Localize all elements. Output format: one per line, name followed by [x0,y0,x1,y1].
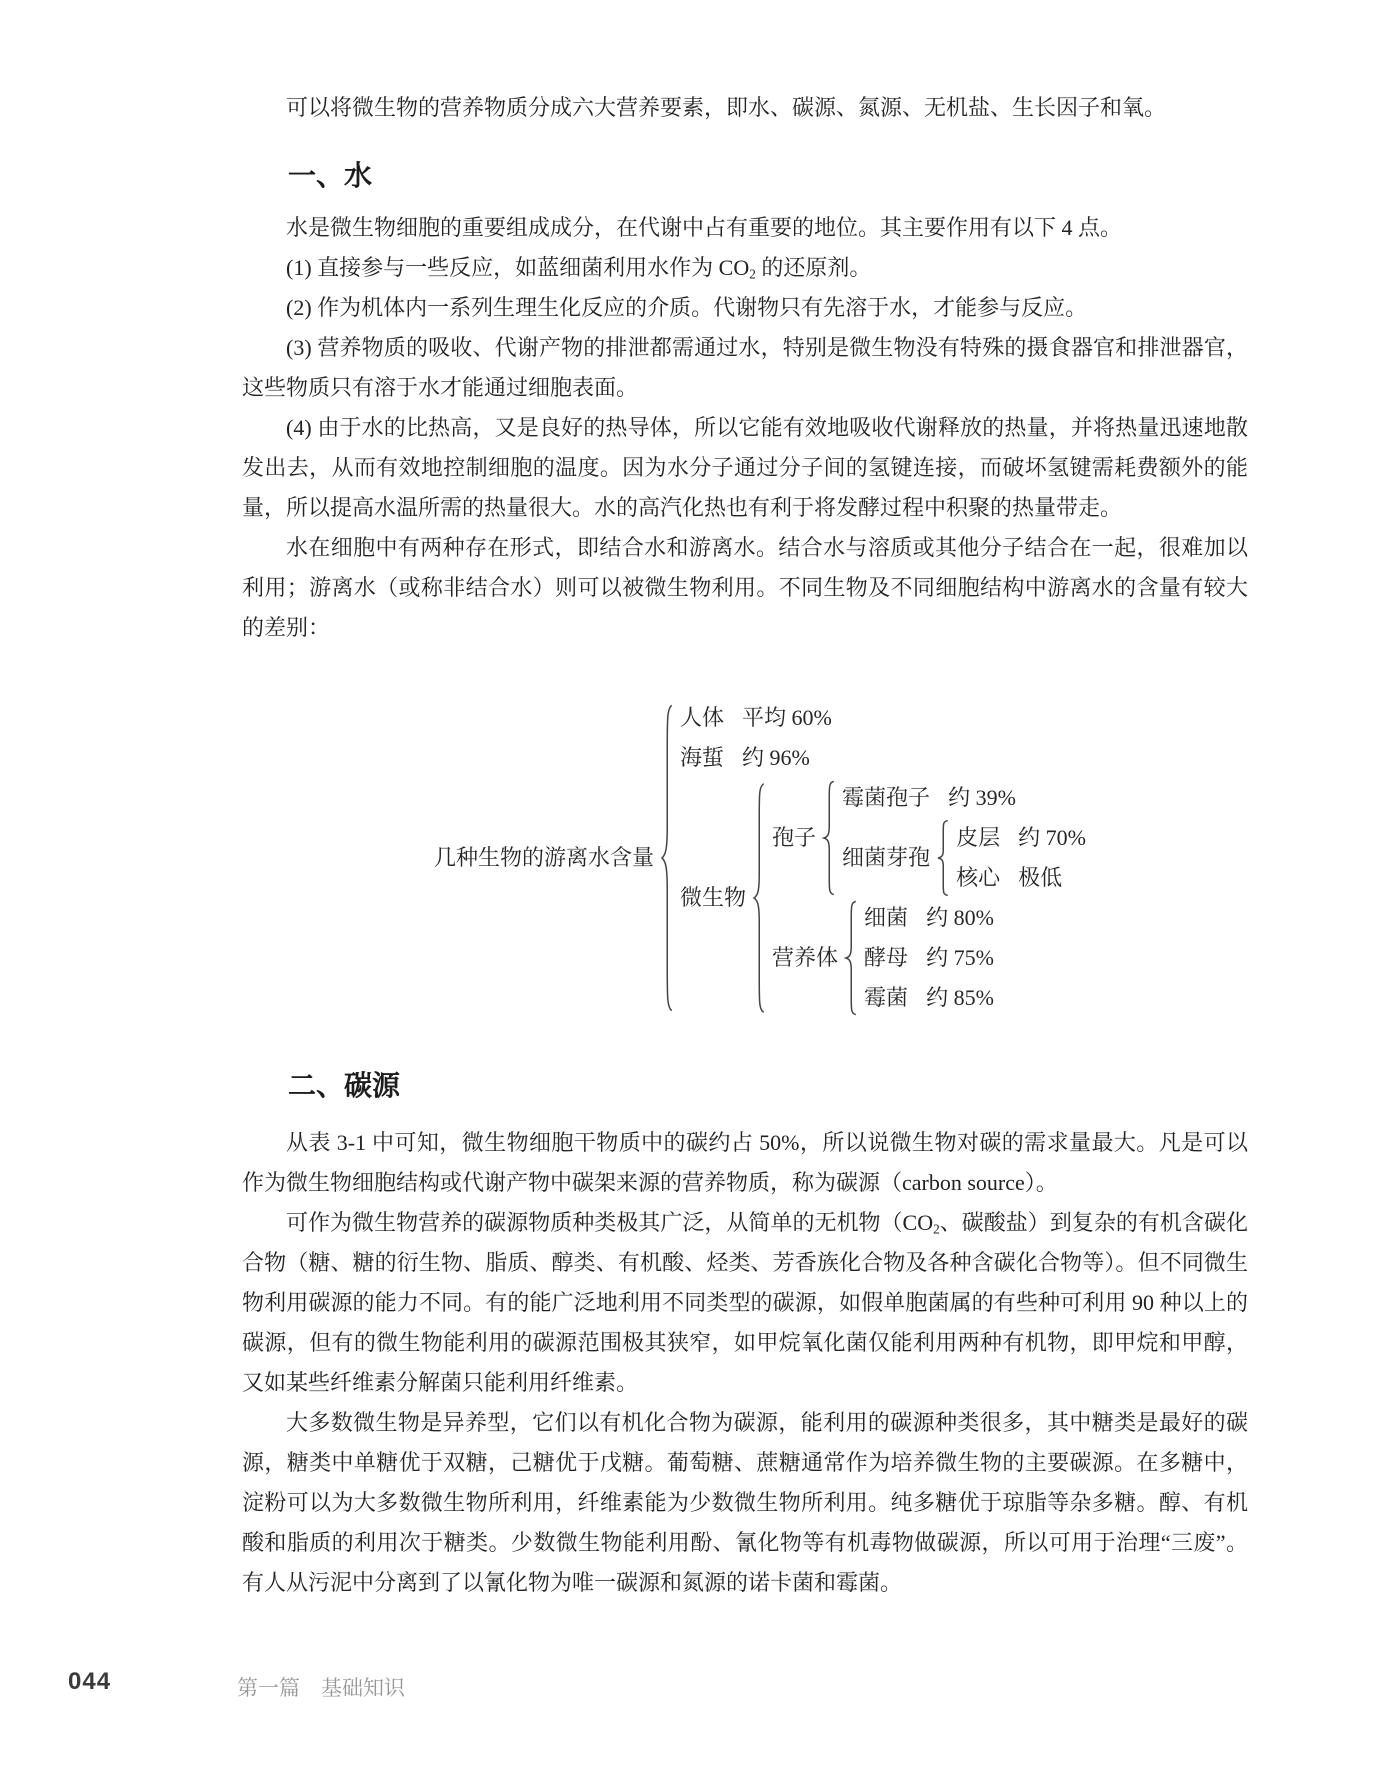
brace-icon [935,819,950,897]
text-column [242,0,1248,1603]
water-item-2: (2) 作为机体内一系列生理生化反应的介质。代谢物只有先溶于水，才能参与反应。 [286,295,1088,320]
water-item-3: (3) 营养物质的吸收、代谢产物的排泄都需通过水，特别是微生物没有特殊的摄食器官和排泄器官，这些物质只有溶于水才能通过细胞表面。 [242,335,1248,400]
cortex-value: 约 70% [1018,825,1086,850]
vegetative-branch [772,903,1086,1013]
water-paragraph-2: 水在细胞中有两种存在形式，即结合水和游离水。结合水与溶质或其他分子结合在一起，很难加以利用；游离水（或称非结合水）则可以被微生物利用。不同生物及不同细胞结构中游离水的含量有较大的差别： [242,535,1248,640]
jellyfish-value: 约 96% [742,745,810,770]
intro-paragraph: 可以将微生物的营养物质分成六大营养要素，即水、碳源、氮源、无机盐、生长因子和氧。 [286,95,1167,120]
brace-icon [821,779,836,897]
bacteria-value: 约 80% [926,905,994,930]
water-item-1-pre: (1) 直接参与一些反应，如蓝细菌利用水作为 CO [286,255,750,280]
section-heading-water: 一、水 [288,160,373,191]
brace-icon [751,779,766,1017]
page-number: 044 [68,1668,112,1695]
mold-spore-row [842,783,1086,813]
cortex-label: 皮层 [956,825,1001,850]
water-item-1-post: 的还原剂。 [755,255,872,280]
microbe-label: 微生物 [680,885,747,910]
carbon-paragraph-2-post: 、碳酸盐）到复杂的有机含碳化合物（糖、糖的衍生物、脂质、醇类、有机酸、烃类、芳香族化合物及各种含碳化合物等）。但不同微生物利用碳源的能力不同。有的能广泛地利用不同类型的碳源，如假单胞菌属的有些种可利用 90 种以上的碳源，但有的微生物能利用的碳源范围极其狭窄，如甲烷氧化菌仅能利用两种有机物，即甲烷和甲醇，又如某些纤维素分解菌只能利用纤维素。 [242,1210,1248,1395]
co2-subscript: 2 [933,1221,940,1237]
jellyfish-label: 海蜇 [680,745,725,770]
carbon-paragraph-2-pre: 可作为微生物营养的碳源物质种类极其广泛，从简单的无机物（CO [286,1210,934,1235]
spore-branch [772,783,1086,893]
water-item-1 [242,248,1248,288]
endospore-label: 细菌芽孢 [842,845,931,870]
human-row [680,703,1086,733]
vegetative-label: 营养体 [772,945,839,970]
diagram-root-label: 几种生物的游离水含量 [434,845,655,870]
free-water-diagram [434,703,1248,1013]
core-row [956,863,1086,893]
spore-label: 孢子 [772,825,817,850]
core-value: 极低 [1018,865,1063,890]
carbon-paragraph-1: 从表 3-1 中可知，微生物细胞干物质中的碳约占 50%，所以说微生物对碳的需求量最大。凡是可以作为微生物细胞结构或代谢产物中碳架来源的营养物质，称为碳源（carbon source）。 [242,1130,1248,1195]
yeast-row [864,943,994,973]
carbon-paragraph-3: 大多数微生物是异养型，它们以有机化合物为碳源，能利用的碳源种类很多，其中糖类是最好的碳源，糖类中单糖优于双糖，己糖优于戊糖。葡萄糖、蔗糖通常作为培养微生物的主要碳源。在多糖中，淀粉可以为大多数微生物所利用，纤维素能为少数微生物所利用。纯多糖优于琼脂等杂多糖。醇、有机酸和脂质的利用次于糖类。少数微生物能利用酚、氰化物等有机毒物做碳源，所以可用于治理“三废”。有人从污泥中分离到了以氰化物为唯一碳源和氮源的诺卡菌和霉菌。 [242,1410,1248,1595]
endospore-children [956,823,1086,893]
human-value: 平均 60% [742,705,832,730]
yeast-label: 酵母 [864,945,909,970]
brace-icon [659,699,674,1017]
running-title: 第一篇 基础知识 [237,1676,405,1700]
human-label: 人体 [680,705,725,730]
brace-icon [843,899,858,1017]
mold-spore-value: 约 39% [948,785,1016,810]
microbe-children [772,783,1086,1013]
endospore-branch [842,823,1086,893]
mold-label: 霉菌 [864,985,909,1010]
co2-subscript: 2 [749,266,756,282]
cortex-row [956,823,1086,853]
water-paragraph-1: 水是微生物细胞的重要组成成分，在代谢中占有重要的地位。其主要作用有以下 4 点。 [286,215,1123,240]
yeast-value: 约 75% [926,945,994,970]
mold-value: 约 85% [926,985,994,1010]
bacteria-label: 细菌 [864,905,909,930]
spore-children [842,783,1086,893]
microbe-branch [680,783,1086,1013]
mold-row [864,983,994,1013]
section-heading-carbon: 二、碳源 [288,1070,401,1101]
water-item-4: (4) 由于水的比热高，又是良好的热导体，所以它能有效地吸收代谢释放的热量，并将热量迅速地散发出去，从而有效地控制细胞的温度。因为水分子通过分子间的氢键连接，而破坏氢键需耗费额外的能量，所以提高水温所需的热量很大。水的高汽化热也有利于将发酵过程中积聚的热量带走。 [242,415,1248,520]
root-children [680,703,1086,1013]
mold-spore-label: 霉菌孢子 [842,785,931,810]
core-label: 核心 [956,865,1001,890]
vegetative-children [864,903,994,1013]
bacteria-row [864,903,994,933]
jellyfish-row [680,743,1086,773]
diagram-root-branch [434,703,1248,1013]
carbon-paragraph-2 [242,1203,1248,1403]
